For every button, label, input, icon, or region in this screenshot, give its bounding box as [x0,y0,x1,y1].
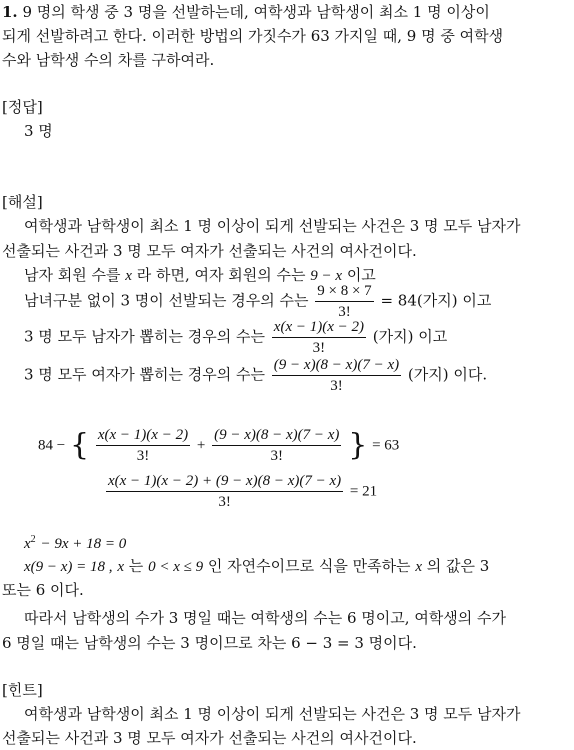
solution-line-all-male [24,318,447,357]
text-segment: 3 명 모두 여자가 뽑히는 경우의 수는 [24,365,266,384]
hint-line-1: 여학생과 남학생이 최소 1 명 이상이 되게 선발되는 사건은 3 명 모두 남자가 [24,705,521,723]
text-segment: 3 명 모두 남자가 뽑히는 경우의 수는 [24,327,266,346]
solution-line-result: 또는 6 이다. [2,581,84,599]
fraction [272,356,401,395]
text-segment: 의 값은 3 [426,557,490,575]
fraction-denominator: 3! [136,448,150,464]
fraction [96,426,190,465]
fraction [106,472,343,511]
answer-heading: [정답] [2,98,43,116]
answer-value: 3 명 [24,122,53,140]
math-expr: x(9 − x) = 18 , [24,559,113,575]
problem-text-1: 9 명의 학생 중 3 명을 선발하는데, 여학생과 남학생이 최소 1 명 이상이 [22,3,490,21]
text-segment: = 84(가지) 이고 [380,291,492,310]
left-brace: { [70,427,90,463]
solution-line-all-female [24,356,487,395]
fraction [272,318,366,357]
math-expr: = 63 [372,437,400,454]
fraction [315,282,373,321]
math-var: x [415,559,423,575]
problem-line-2: 되게 선발하려고 한다. 이러한 방법의 가짓수가 63 가지일 때, 9 명 중 여학생 [2,27,504,45]
math-var: x [125,268,132,284]
text-segment: 남자 회원 수를 [24,266,121,284]
math-expr: 0 < x ≤ 9 [148,559,204,575]
hint-line-2: 선출되는 사건과 3 명 모두 여자가 선출되는 사건의 여사건이다. [2,729,417,747]
math-expr: − 9x + 18 = 0 [40,536,127,552]
problem-line-3: 수와 남학생 수의 차를 구하여라. [2,51,215,69]
solution-p1-line-1: 여학생과 남학생이 최소 1 명 이상이 되게 선발되는 사건은 3 명 모두 남자가 [24,217,521,235]
exponent: 2 [30,534,36,545]
fraction-numerator: (9 − x)(8 − x)(7 − x) [272,356,401,376]
text-segment: (가지) 이고 [372,327,448,346]
equation-1 [38,426,399,465]
text-segment: 남녀구분 없이 3 명이 선발되는 경우의 수는 [24,291,309,310]
math-expr: = 21 [349,483,378,500]
right-brace: } [348,427,368,463]
fraction-denominator: 3! [218,494,231,510]
hint-heading: [힌트] [2,681,43,699]
math-var: x [24,536,31,552]
plus-sign: + [196,437,206,454]
fraction-numerator: x(x − 1)(x − 2) + (9 − x)(8 − x)(7 − x) [106,472,343,492]
problem-number: 1. [2,3,18,21]
equation-quadratic [24,529,126,555]
fraction [212,426,341,465]
equation-2 [104,472,377,511]
fraction-denominator: 3! [270,448,284,464]
fraction-denominator: 3! [330,378,343,394]
solution-heading: [해설] [2,193,43,211]
math-expr: 9 − x [310,268,343,284]
problem-line-1 [2,1,490,23]
solution-conclusion-1: 따라서 남학생의 수가 3 명일 때는 여학생의 수는 6 명이고, 여학생의 수가 [24,609,507,627]
fraction-numerator: x(x − 1)(x − 2) [272,318,366,338]
text-segment: 라 하면, 여자 회원의 수는 [136,266,306,284]
text-segment: (가지) 이다. [407,365,488,384]
text-segment: 인 자연수이므로 식을 만족하는 [207,557,411,575]
math-expr: 84 − [38,437,66,454]
fraction-denominator: 3! [312,340,326,356]
solution-conclusion-2: 6 명일 때는 남학생의 수는 3 명이므로 차는 6 − 3 = 3 명이다. [2,634,417,652]
solution-line-total-cases [24,282,491,321]
solution-line-condition [24,555,489,578]
solution-p1-line-2: 선출되는 사건과 3 명 모두 여자가 선출되는 사건의 여사건이다. [2,242,417,260]
fraction-numerator: (9 − x)(8 − x)(7 − x) [212,426,341,446]
text-segment: 는 [128,557,144,575]
math-var: x [117,559,125,575]
fraction-denominator: 3! [338,304,351,320]
text-segment: 이고 [346,266,376,284]
fraction-numerator: 9 × 8 × 7 [315,282,373,302]
fraction-numerator: x(x − 1)(x − 2) [96,426,190,446]
